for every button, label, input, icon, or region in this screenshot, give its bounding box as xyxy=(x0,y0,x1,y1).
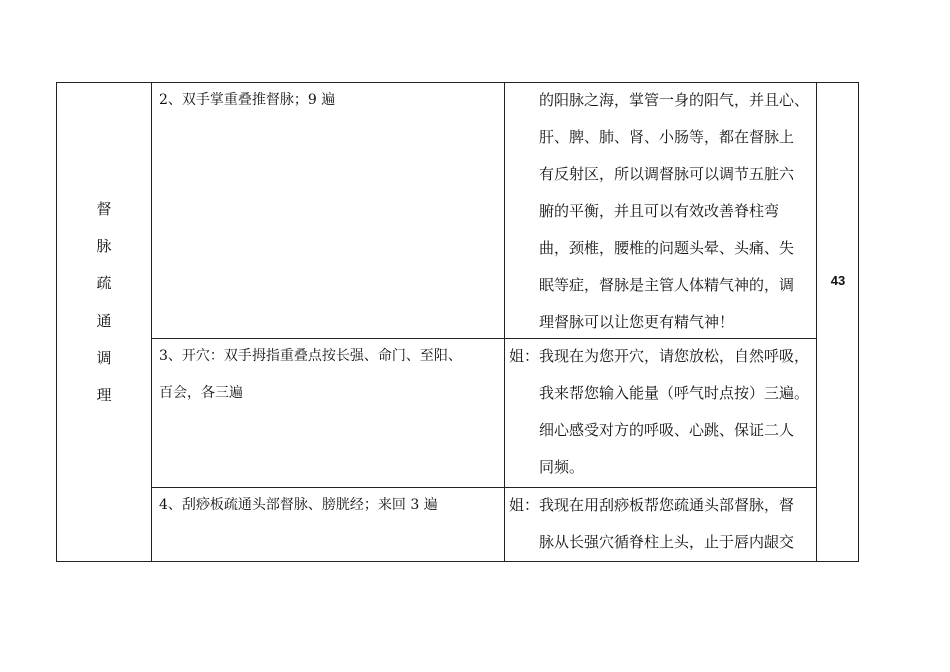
column-divider xyxy=(151,83,152,561)
script-line: 我来帮您输入能量（呼气时点按）三遍。 xyxy=(539,384,810,402)
script-line: 有反射区，所以调督脉可以调节五脏六 xyxy=(539,165,795,183)
step-cell xyxy=(159,338,499,412)
step-cell xyxy=(159,487,499,524)
script-line: 姐：我现在用刮痧板帮您疏通头部督脉，督 xyxy=(509,496,795,514)
script-line: 腑的平衡，并且可以有效改善脊柱弯 xyxy=(539,202,780,220)
step-text: 百会，各三遍 xyxy=(159,385,243,401)
page-number: 43 xyxy=(830,273,846,288)
section-title-char: 脉 xyxy=(96,237,112,255)
script-line: 细心感受对方的呼吸、心跳、保证二人 xyxy=(539,421,795,439)
column-divider xyxy=(504,83,505,561)
script-cell xyxy=(509,338,814,486)
step-cell xyxy=(159,82,499,119)
script-line: 曲，颈椎，腰椎的问题头晕、头痛、失 xyxy=(539,239,795,257)
script-cell xyxy=(509,82,814,341)
step-text: 2、双手掌重叠推督脉；9 遍 xyxy=(159,92,336,108)
script-line: 肝、脾、肺、肾、小肠等，都在督脉上 xyxy=(539,128,795,146)
script-line: 姐：我现在为您开穴，请您放松，自然呼吸， xyxy=(509,347,810,365)
section-title-char: 调 xyxy=(96,349,112,367)
step-text: 3、开穴：双手拇指重叠点按长强、命门、至阳、 xyxy=(159,348,462,364)
script-line: 同频。 xyxy=(539,458,585,476)
script-line: 理督脉可以让您更有精气神！ xyxy=(539,313,735,331)
script-line: 脉从长强穴循脊柱上头，止于唇内龈交 xyxy=(539,533,795,551)
section-title-char: 督 xyxy=(96,200,112,218)
section-title xyxy=(57,83,151,561)
column-divider xyxy=(816,83,817,561)
script-cell xyxy=(509,487,814,561)
section-title-char: 通 xyxy=(96,312,112,330)
script-line: 眠等症，督脉是主管人体精气神的，调 xyxy=(539,276,795,294)
step-text: 4、刮痧板疏通头部督脉、膀胱经；来回 3 遍 xyxy=(159,497,438,513)
section-title-char: 疏 xyxy=(96,274,112,292)
section-title-char: 理 xyxy=(96,386,112,404)
procedure-table xyxy=(56,82,859,562)
script-line: 的阳脉之海，掌管一身的阳气，并且心、 xyxy=(539,91,810,109)
